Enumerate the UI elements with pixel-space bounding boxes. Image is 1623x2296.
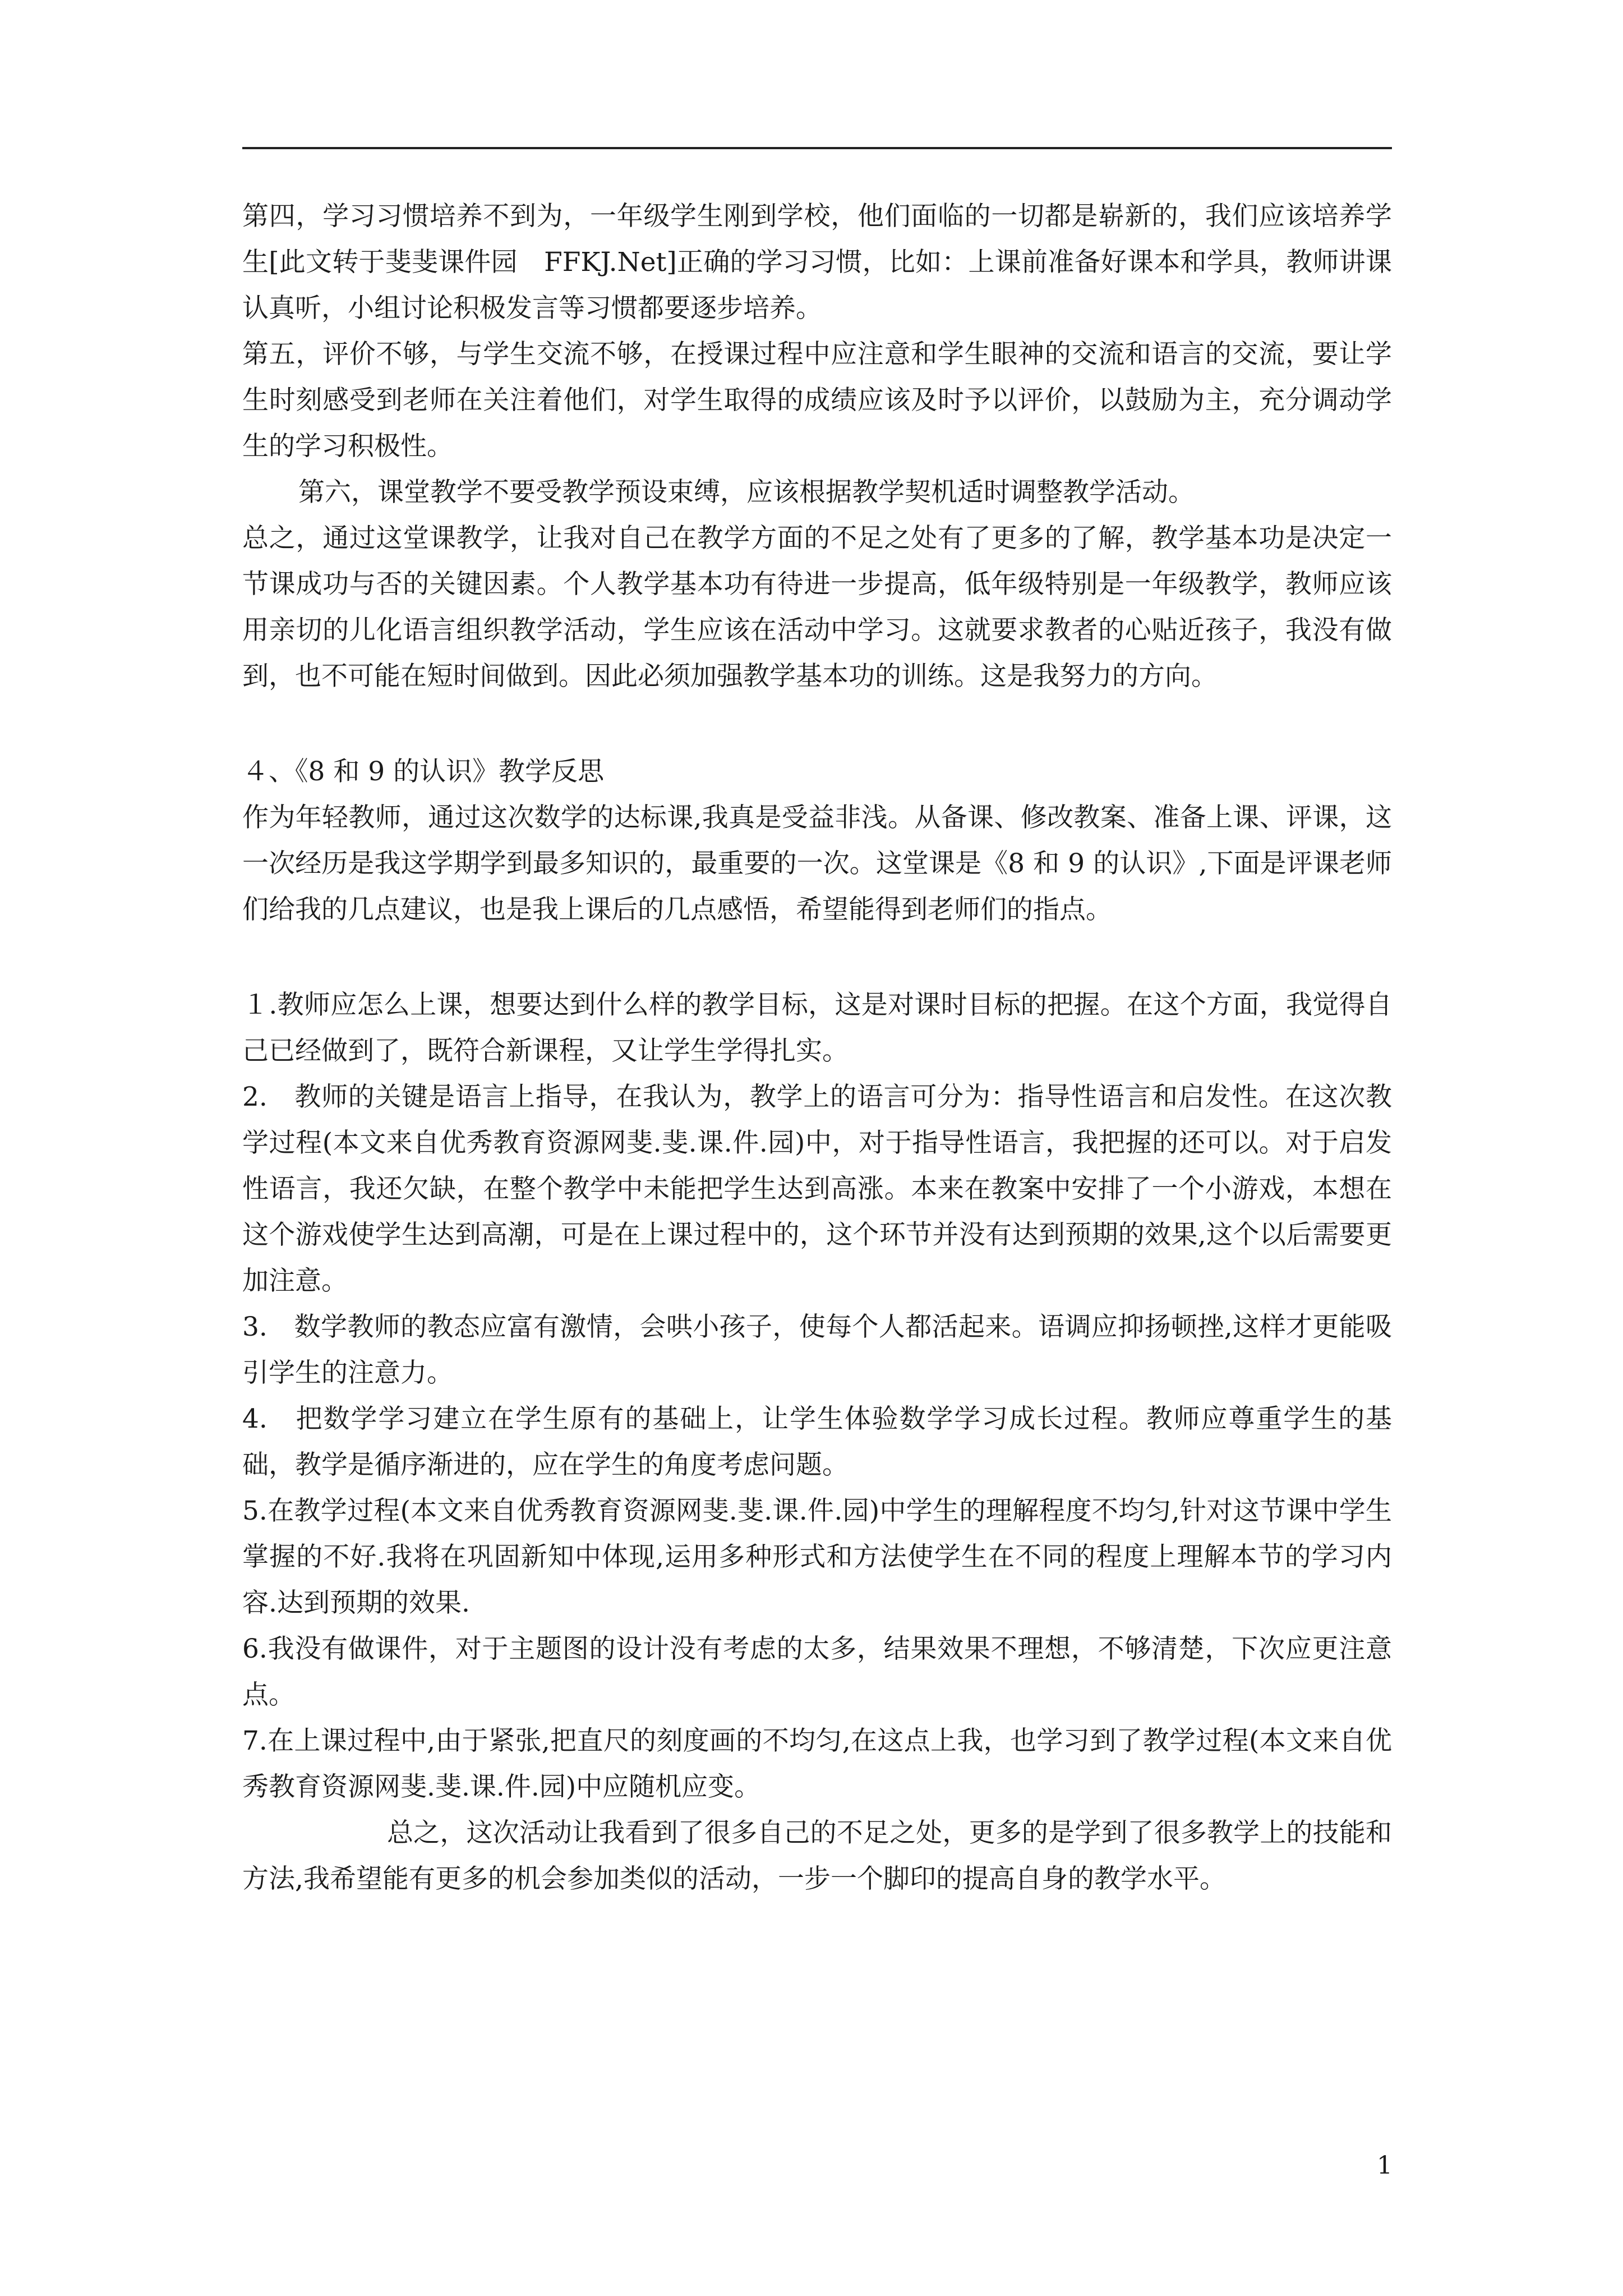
paragraph-summary-2: 总之，这次活动让我看到了很多自己的不足之处，更多的是学到了很多教学上的技能和方法,我希望能有更多的机会参加类似的活动，一步一个脚印的提高自身的教学水平。 — [242, 1818, 1392, 1894]
paragraph-fourth: 第四，学习习惯培养不到为，一年级学生刚到学校，他们面临的一切都是崭新的，我们应该培养学生[此文转于斐斐课件园 FFKJ.Net]正确的学习习惯，比如：上课前准备好课本和学具，教师讲课认真听，小组讨论积极发言等习惯都要逐步培养。 — [242, 201, 1392, 324]
document-body — [242, 194, 1392, 1902]
list-item-1: １.教师应怎么上课，想要达到什么样的教学目标，这是对课时目标的把握。在这个方面，我觉得自己已经做到了，既符合新课程，又让学生学得扎实。 — [242, 990, 1392, 1066]
paragraph-intro: 作为年轻教师，通过这次数学的达标课,我真是受益非浅。从备课、修改教案、准备上课、评课，这一次经历是我这学期学到最多知识的，最重要的一次。这堂课是《8 和 9 的认识》,下面是评课老师们给我的几点建议，也是我上课后的几点感悟，希望能得到老师们的指点。 — [242, 802, 1392, 925]
list-item-7: 7.在上课过程中,由于紧张,把直尺的刻度画的不均匀,在这点上我，也学习到了教学过程(本文来自优秀教育资源网斐.斐.课.件.园)中应随机应变。 — [242, 1726, 1392, 1802]
paragraph-fifth: 第五，评价不够，与学生交流不够，在授课过程中应注意和学生眼神的交流和语言的交流，要让学生时刻感受到老师在关注着他们，对学生取得的成绩应该及时予以评价，以鼓励为主，充分调动学生的学习积极性。 — [242, 339, 1392, 462]
page-number: 1 — [1377, 2151, 1393, 2180]
paragraph-gap — [242, 700, 1392, 749]
paragraph-summary-1: 总之，通过这堂课教学，让我对自己在教学方面的不足之处有了更多的了解，教学基本功是决定一节课成功与否的关键因素。个人教学基本功有待进一步提高，低年级特别是一年级教学，教师应该用亲切的儿化语言组织教学活动，学生应该在活动中学习。这就要求教者的心贴近孩子，我没有做到，也不可能在短时间做到。因此必须加强教学基本功的训练。这是我努力的方向。 — [242, 523, 1392, 692]
list-item-5: 5.在教学过程(本文来自优秀教育资源网斐.斐.课.件.园)中学生的理解程度不均匀,针对这节课中学生掌握的不好.我将在巩固新知中体现,运用多种形式和方法使学生在不同的程度上理解本节的学习内容.达到预期的效果. — [242, 1496, 1392, 1618]
list-item-3: 3. 数学教师的教态应富有激情，会哄小孩子，使每个人都活起来。语调应抑扬顿挫,这样才更能吸引学生的注意力。 — [242, 1312, 1392, 1388]
list-item-6: 6.我没有做课件，对于主题图的设计没有考虑的太多，结果效果不理想，不够清楚，下次应更注意点。 — [242, 1634, 1392, 1710]
paragraph-gap — [242, 933, 1392, 982]
list-item-4: 4. 把数学学习建立在学生原有的基础上，让学生体验数学学习成长过程。教师应尊重学生的基础，教学是循序渐进的，应在学生的角度考虑问题。 — [242, 1404, 1392, 1480]
header-rule — [242, 147, 1392, 149]
paragraph-sixth: 第六，课堂教学不要受教学预设束缚，应该根据教学契机适时调整教学活动。 — [298, 477, 1195, 508]
section-heading: ４、《8 和 9 的认识》教学反思 — [242, 756, 605, 787]
list-item-2: 2. 教师的关键是语言上指导，在我认为，教学上的语言可分为：指导性语言和启发性。在这次教学过程(本文来自优秀教育资源网斐.斐.课.件.园)中，对于指导性语言，我把握的还可以。对于启发性语言，我还欠缺，在整个教学中未能把学生达到高涨。本来在教案中安排了一个小游戏，本想在这个游戏使学生达到高潮，可是在上课过程中的，这个环节并没有达到预期的效果,这个以后需要更加注意。 — [242, 1082, 1392, 1296]
